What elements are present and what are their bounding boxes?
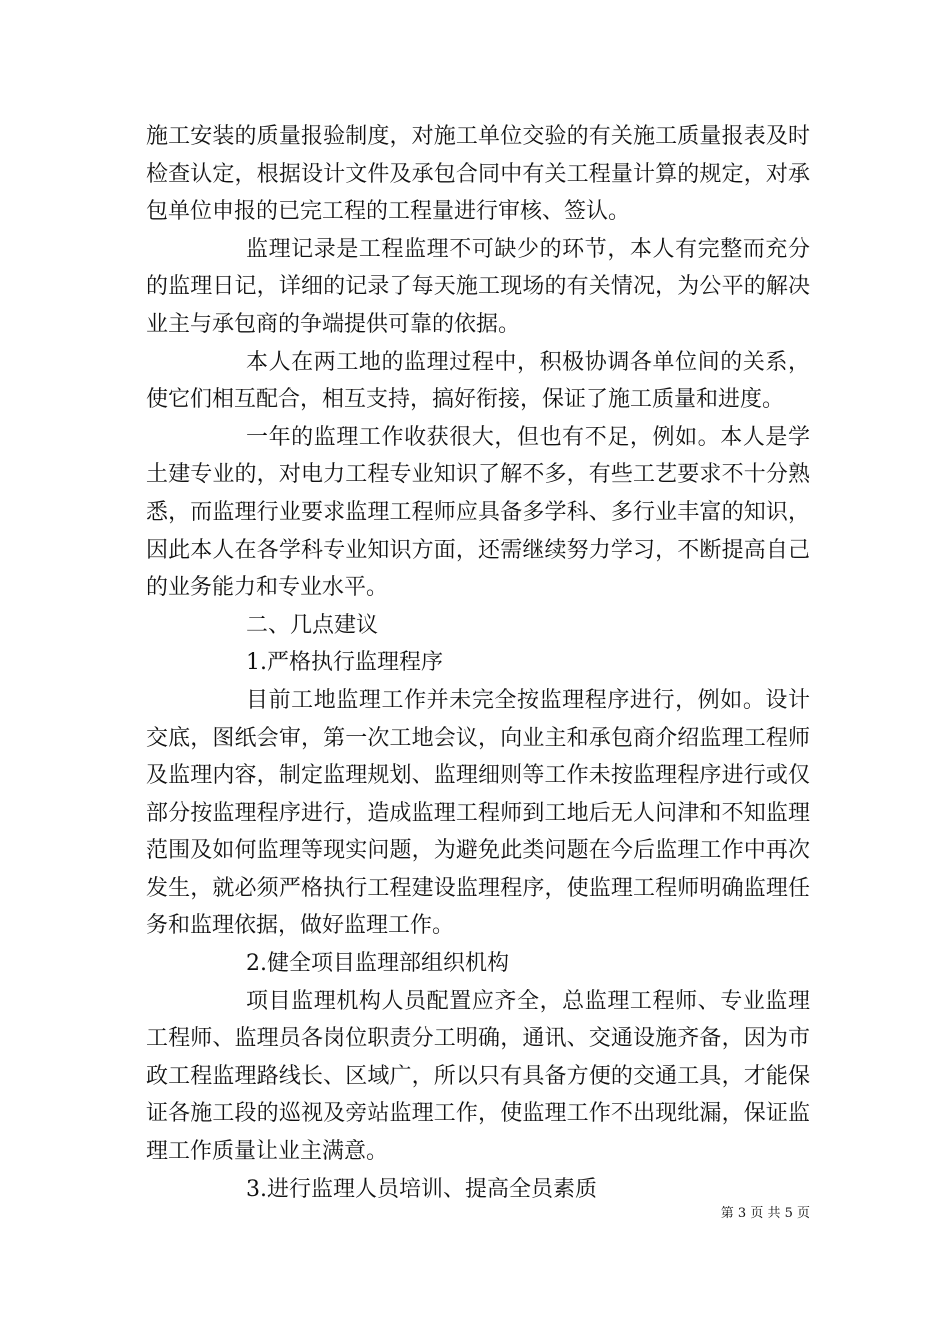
subheading-2: 2.健全项目监理部组织机构 [246, 951, 509, 977]
paragraph-6: 项目监理机构人员配置应齐全，总监理工程师、专业监理工程师、监理员各岗位职责分工明确，通讯、交通设施齐备，因为市政工程监理路线长、区域广，所以只有具备方便的交通工具，才能保证各施工段的巡视及旁站监理工作，使监理工作不出现纰漏，保证监理工作质量让业主满意。 [146, 988, 810, 1165]
paragraph-5: 目前工地监理工作并未完全按监理程序进行，例如。设计交底，图纸会审，第一次工地会议，向业主和承包商介绍监理工程师及监理内容，制定监理规划、监理细则等工作未按监理程序进行或仅部分按监理程序进行，造成监理工程师到工地后无人问津和不知监理范围及如何监理等现实问题，为避免此类问题在今后监理工作中再次发生，就必须严格执行工程建设监理程序，使监理工程师明确监理任务和监理依据，做好监理工作。 [146, 687, 810, 939]
section-heading-suggestions: 二、几点建议 [246, 612, 379, 638]
paragraph-2: 监理记录是工程监理不可缺少的环节，本人有完整而充分的监理日记，详细的记录了每天施工现场的有关情况，为公平的解决业主与承包商的争端提供可靠的依据。 [146, 236, 810, 337]
paragraph-1: 施工安装的质量报验制度，对施工单位交验的有关施工质量报表及时检查认定，根据设计文件及承包合同中有关工程量计算的规定，对承包单位申报的已完工程的工程量进行审核、签认。 [146, 124, 810, 225]
document-body [146, 118, 810, 1208]
paragraph-4: 一年的监理工作收获很大，但也有不足，例如。本人是学土建专业的，对电力工程专业知识了解不多，有些工艺要求不十分熟悉，而监理行业要求监理工程师应具备多学科、多行业丰富的知识，因此本人在各学科专业知识方面，还需继续努力学习，不断提高自己的业务能力和专业水平。 [146, 424, 810, 601]
paragraph-3: 本人在两工地的监理过程中，积极协调各单位间的关系，使它们相互配合，相互支持，搞好衔接，保证了施工质量和进度。 [146, 349, 810, 413]
subheading-1: 1.严格执行监理程序 [246, 650, 443, 676]
page-number-footer: 第 3 页 共 5 页 [720, 1206, 810, 1221]
subheading-3: 3.进行监理人员培训、提高全员素质 [246, 1176, 597, 1202]
